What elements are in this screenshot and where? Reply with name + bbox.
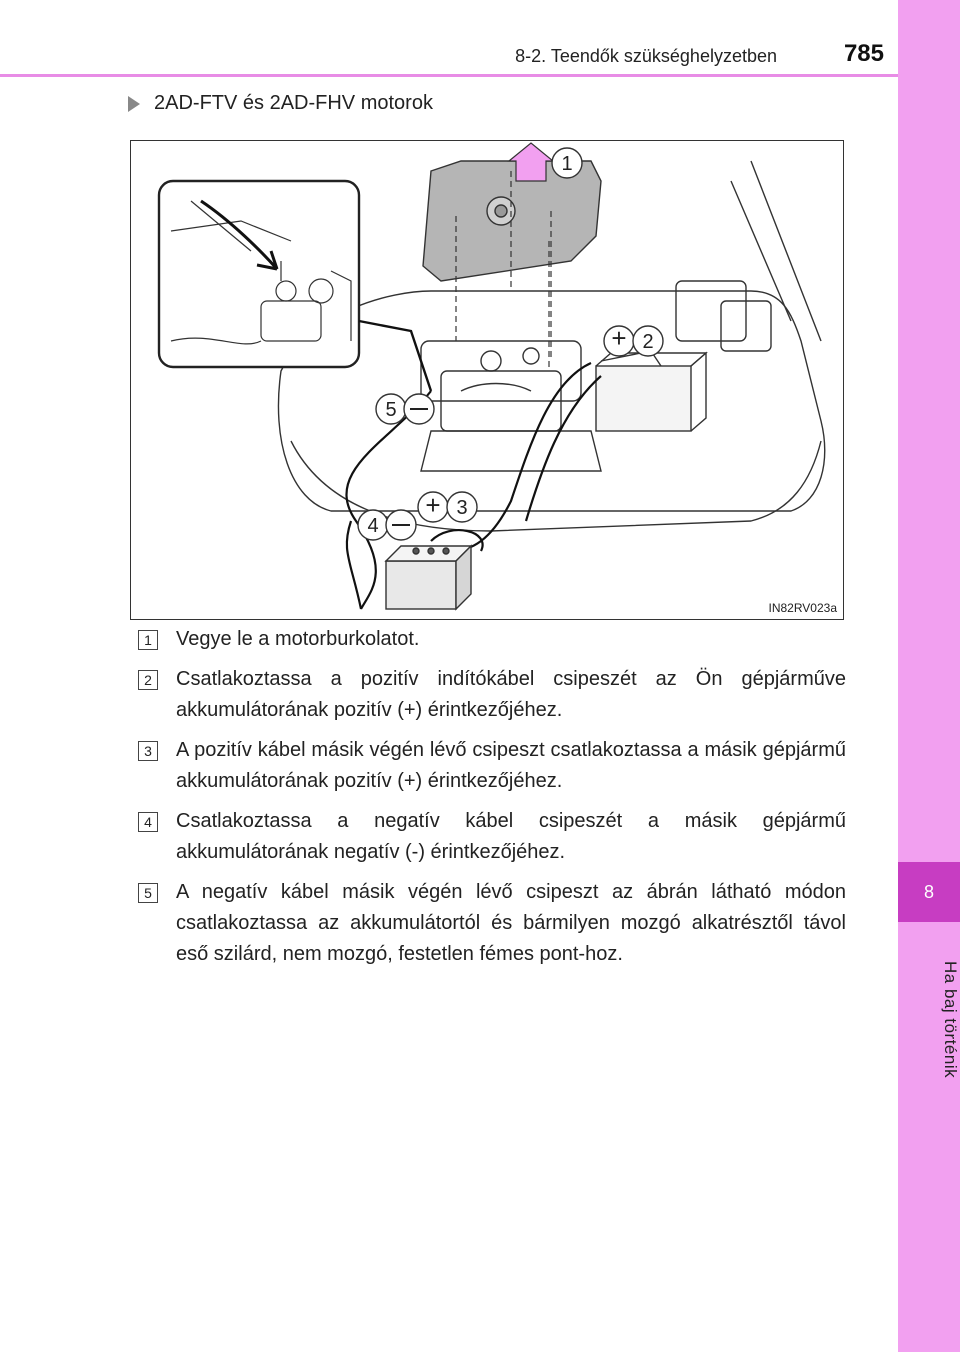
svg-text:+: + [611, 323, 627, 353]
step-number-badge: 4 [138, 812, 158, 832]
step-number-badge: 2 [138, 670, 158, 690]
callout-1: 1 [561, 153, 573, 175]
triangle-bullet-icon [128, 96, 140, 112]
step-text: Csatlakoztassa a pozitív indítókábel csipeszét az Ön gépjárműve akkumulátorának pozitív (+) érintkezőjéhez. [176, 668, 846, 721]
step-text: A pozitív kábel másik végén lévő csipeszt csatlakoztassa a másik gépjármű akkumulátorának pozitív (+) érintkezőjéhez. [176, 739, 846, 792]
step-item [138, 664, 846, 726]
steps-list [138, 624, 846, 979]
step-text: Vegye le a motorburkolatot. [176, 628, 420, 650]
step-item [138, 624, 846, 655]
step-item [138, 877, 846, 970]
step-text: Csatlakoztassa a negatív kábel csipeszét a másik gépjármű akkumulátorának negatív (-) érintkezőjéhez. [176, 810, 846, 863]
engine-bay-drawing [131, 141, 843, 619]
step-text: A negatív kábel másik végén lévő csipeszt az ábrán látható módon csatlakoztassa az akkumulátortól és bármilyen mozgó alkatrésztől távol eső szilárd, nem mozgó, festetlen fémes pont-hoz. [176, 881, 846, 965]
step-item [138, 806, 846, 868]
engine-bay-illustration [130, 140, 844, 620]
step-number-badge: 5 [138, 883, 158, 903]
callout-3: 3 [456, 497, 468, 519]
svg-text:+: + [425, 490, 441, 520]
step-number-badge: 1 [138, 630, 158, 650]
step-number-badge: 3 [138, 741, 158, 761]
subheading-text: 2AD-FTV és 2AD-FHV motorok [154, 92, 433, 114]
subheading [128, 92, 433, 115]
callout-5: 5 [385, 399, 397, 421]
page-number: 785 [843, 40, 884, 67]
section-title: 8-2. Teendők szükséghelyzetben [515, 46, 777, 66]
figure-code: IN82RV023a [768, 601, 837, 615]
chapter-number: 8 [898, 862, 960, 922]
callout-2: 2 [642, 331, 654, 353]
chapter-side-tab [898, 0, 960, 1352]
header-rule [0, 74, 898, 77]
chapter-title: Ha baj történik [941, 961, 960, 1079]
step-item [138, 735, 846, 797]
callout-4: 4 [367, 515, 379, 537]
